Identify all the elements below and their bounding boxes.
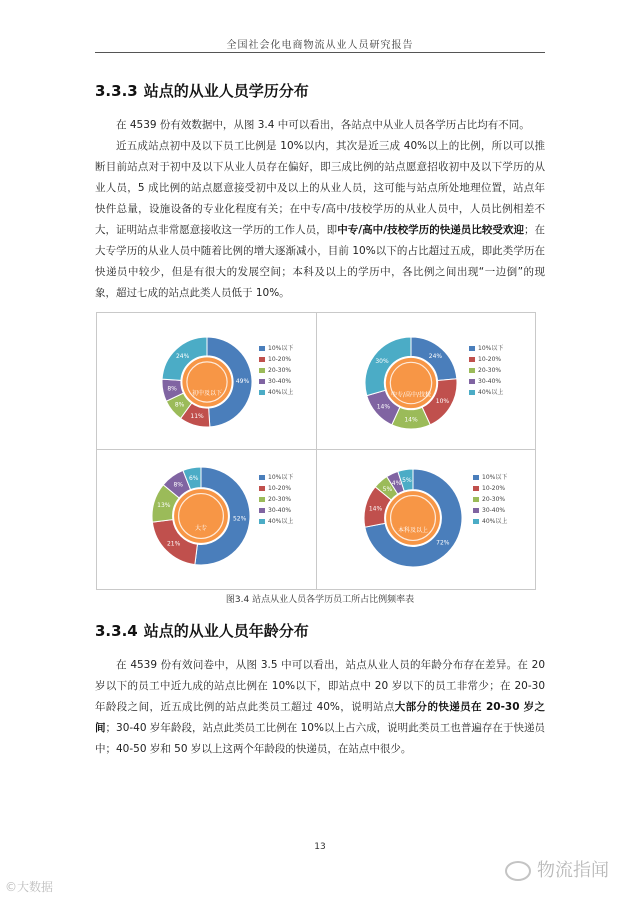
legend-item (469, 387, 503, 398)
chart-legend (259, 343, 293, 398)
chart-legend (473, 472, 507, 527)
legend-label: 20-30% (478, 367, 502, 374)
legend-swatch (259, 519, 265, 524)
legend-swatch (259, 346, 265, 351)
chart-legend (469, 343, 503, 398)
legend-item (259, 376, 293, 387)
legend-swatch (259, 390, 265, 395)
legend-item (259, 494, 293, 505)
slice-label: 5% (382, 485, 393, 493)
slice-label: 49% (235, 377, 250, 385)
slice-label: 14% (368, 505, 383, 513)
legend-label: 40%以上 (482, 518, 508, 525)
legend-item (259, 365, 293, 376)
legend-swatch (469, 390, 475, 395)
chart-title: 大专 (194, 525, 208, 533)
legend-label: 30-40% (268, 507, 292, 514)
legend-item (473, 505, 507, 516)
legend-swatch (473, 497, 479, 502)
legend-swatch (473, 475, 479, 480)
legend-swatch (259, 497, 265, 502)
page-number: 13 (314, 842, 326, 852)
chart-legend (259, 472, 293, 527)
paragraph-education-analysis (95, 136, 545, 304)
donut-center (386, 491, 440, 545)
legend-swatch (469, 357, 475, 362)
slice-label: 30% (375, 358, 389, 366)
slice-label: 6% (188, 474, 199, 482)
section-number: 3.3.3 (95, 82, 138, 100)
legend-swatch (259, 475, 265, 480)
legend-label: 10-20% (268, 356, 292, 363)
legend-swatch (259, 368, 265, 373)
legend-swatch (473, 508, 479, 513)
slice-label: 5% (402, 476, 412, 484)
legend-label: 30-40% (268, 378, 292, 385)
legend-swatch (259, 357, 265, 362)
legend-swatch (469, 368, 475, 373)
legend-label: 10-20% (482, 485, 506, 492)
legend-swatch (259, 486, 265, 491)
running-header: 全国社会化电商物流从业人员研究报告 (226, 40, 414, 51)
slice-label: 11% (190, 413, 204, 421)
section-heading-age (95, 620, 309, 641)
chart-panel-2 (317, 313, 535, 448)
donut-center (174, 489, 228, 543)
legend-label: 30-40% (478, 378, 502, 385)
chart-panel-1 (97, 313, 315, 448)
legend-item (469, 376, 503, 387)
legend-swatch (469, 379, 475, 384)
legend-swatch (259, 379, 265, 384)
chart-title: 中专/高中/技校 (390, 391, 432, 399)
slice-label: 8% (167, 385, 177, 393)
legend-label: 10%以下 (478, 345, 504, 352)
paragraph-age-analysis (95, 655, 545, 760)
legend-item (473, 472, 507, 483)
slice-label: 8% (173, 481, 184, 489)
legend-swatch (469, 346, 475, 351)
slice-label: 14% (404, 416, 418, 424)
slice-label: 24% (428, 353, 443, 361)
text-run: 在 4539 份有效问卷中，从图 3.5 中可以看出，站点从业人员的年龄分布存在差异。在 20 岁以下的员工中近九成的站点比例在 10%以下，即站点中 20 岁以下的员工非常少；在 20-30 年龄段之间，近五成比例的站点此类员工超过 40%，说明站点 (95, 659, 545, 713)
header-rule (95, 52, 545, 53)
legend-label: 30-40% (482, 507, 506, 514)
legend-label: 40%以上 (268, 518, 294, 525)
text-run: ；在大专学历的从业人员中随着比例的增大逐渐减小，目前 10%以下的占比超过五成，即此类学历在快递员中较少，但是有很大的发展空间；本科及以上的学历中，各比例之间出现“一边倒”的现象，超过七成的站点此类人员低于 10%。 (95, 224, 546, 299)
slice-label: 10% (435, 398, 450, 406)
legend-label: 20-30% (268, 367, 292, 374)
legend-label: 10%以下 (482, 474, 508, 481)
slice-label: 4% (391, 479, 402, 487)
legend-item (259, 354, 293, 365)
donut-center (386, 358, 436, 408)
legend-label: 10-20% (478, 356, 502, 363)
slice-label: 24% (175, 353, 190, 361)
chart-title: 初中及以下 (191, 390, 223, 398)
section-title: 站点的从业人员学历分布 (143, 82, 309, 100)
watermark-right (505, 856, 609, 882)
legend-item (473, 516, 507, 527)
legend-swatch (473, 519, 479, 524)
legend-label: 40%以上 (268, 389, 294, 396)
paragraph-intro: 在 4539 份有效数据中，从图 3.4 中可以看出，各站点中从业人员各学历占比均有不同。 (116, 119, 530, 131)
legend-item (259, 483, 293, 494)
watermark-text: 物流指闻 (537, 860, 609, 881)
figure-education-charts (96, 312, 536, 590)
section-title: 站点的从业人员年龄分布 (143, 622, 309, 640)
slice-label: 72% (436, 539, 450, 547)
legend-item (259, 505, 293, 516)
watermark-left: ©大数据 (5, 880, 54, 894)
text-run: ；30-40 岁年龄段，站点此类员工比例在 10%以上占六成，说明此类员工也普遍存在于快递员中；40-50 岁和 50 岁以上这两个年龄段的快递员，在站点中很少。 (95, 722, 545, 755)
legend-swatch (473, 486, 479, 491)
emphasis-text: 中专/高中/技校学历的快递员比较受欢迎 (337, 224, 524, 236)
legend-label: 20-30% (482, 496, 506, 503)
slice-label: 14% (376, 403, 391, 411)
slice-label: 21% (166, 540, 181, 548)
slice-label: 13% (157, 502, 171, 510)
legend-item (469, 354, 503, 365)
legend-swatch (259, 508, 265, 513)
legend-item (259, 472, 293, 483)
slice-label: 52% (232, 515, 247, 523)
section-heading-education (95, 80, 309, 101)
text-run: 近五成站点初中及以下员工比例是 10%以内，其次是近三成 40%以上的比例，所以可以推断目前站点对于初中及以下从业人员存在偏好，即三成比例的站点愿意招收初中及以下学历的从业人员，5 成比例的站点愿意接受初中及以上的从业人员，这可能与站点所处地理位置，站点年快件总量，设施设备的专业化程度有关；在中专/高中/技校学历的从业人员中，人员比例相差不大，证明站点非常愿意接收这一学历的工作人员，即 (95, 140, 545, 236)
legend-item (473, 483, 507, 494)
legend-label: 10-20% (268, 485, 292, 492)
wechat-logo-icon (505, 861, 531, 881)
donut-center (182, 357, 231, 406)
legend-item (473, 494, 507, 505)
legend-item (469, 343, 503, 354)
legend-label: 10%以下 (268, 345, 294, 352)
figure-caption: 图3.4 站点从业人员各学历员工所占比例频率表 (225, 595, 415, 605)
section-number: 3.3.4 (95, 622, 138, 640)
legend-label: 40%以上 (478, 389, 504, 396)
legend-item (259, 516, 293, 527)
legend-item (259, 343, 293, 354)
slice-label: 8% (174, 401, 185, 409)
legend-label: 10%以下 (268, 474, 294, 481)
chart-title: 本科及以上 (397, 527, 429, 535)
chart-panel-4 (317, 450, 535, 585)
emphasis-text: 大部分的快递员在 20-30 岁之间 (95, 701, 545, 734)
legend-item (469, 365, 503, 376)
legend-label: 20-30% (268, 496, 292, 503)
legend-item (259, 387, 293, 398)
chart-panel-3 (97, 450, 315, 585)
